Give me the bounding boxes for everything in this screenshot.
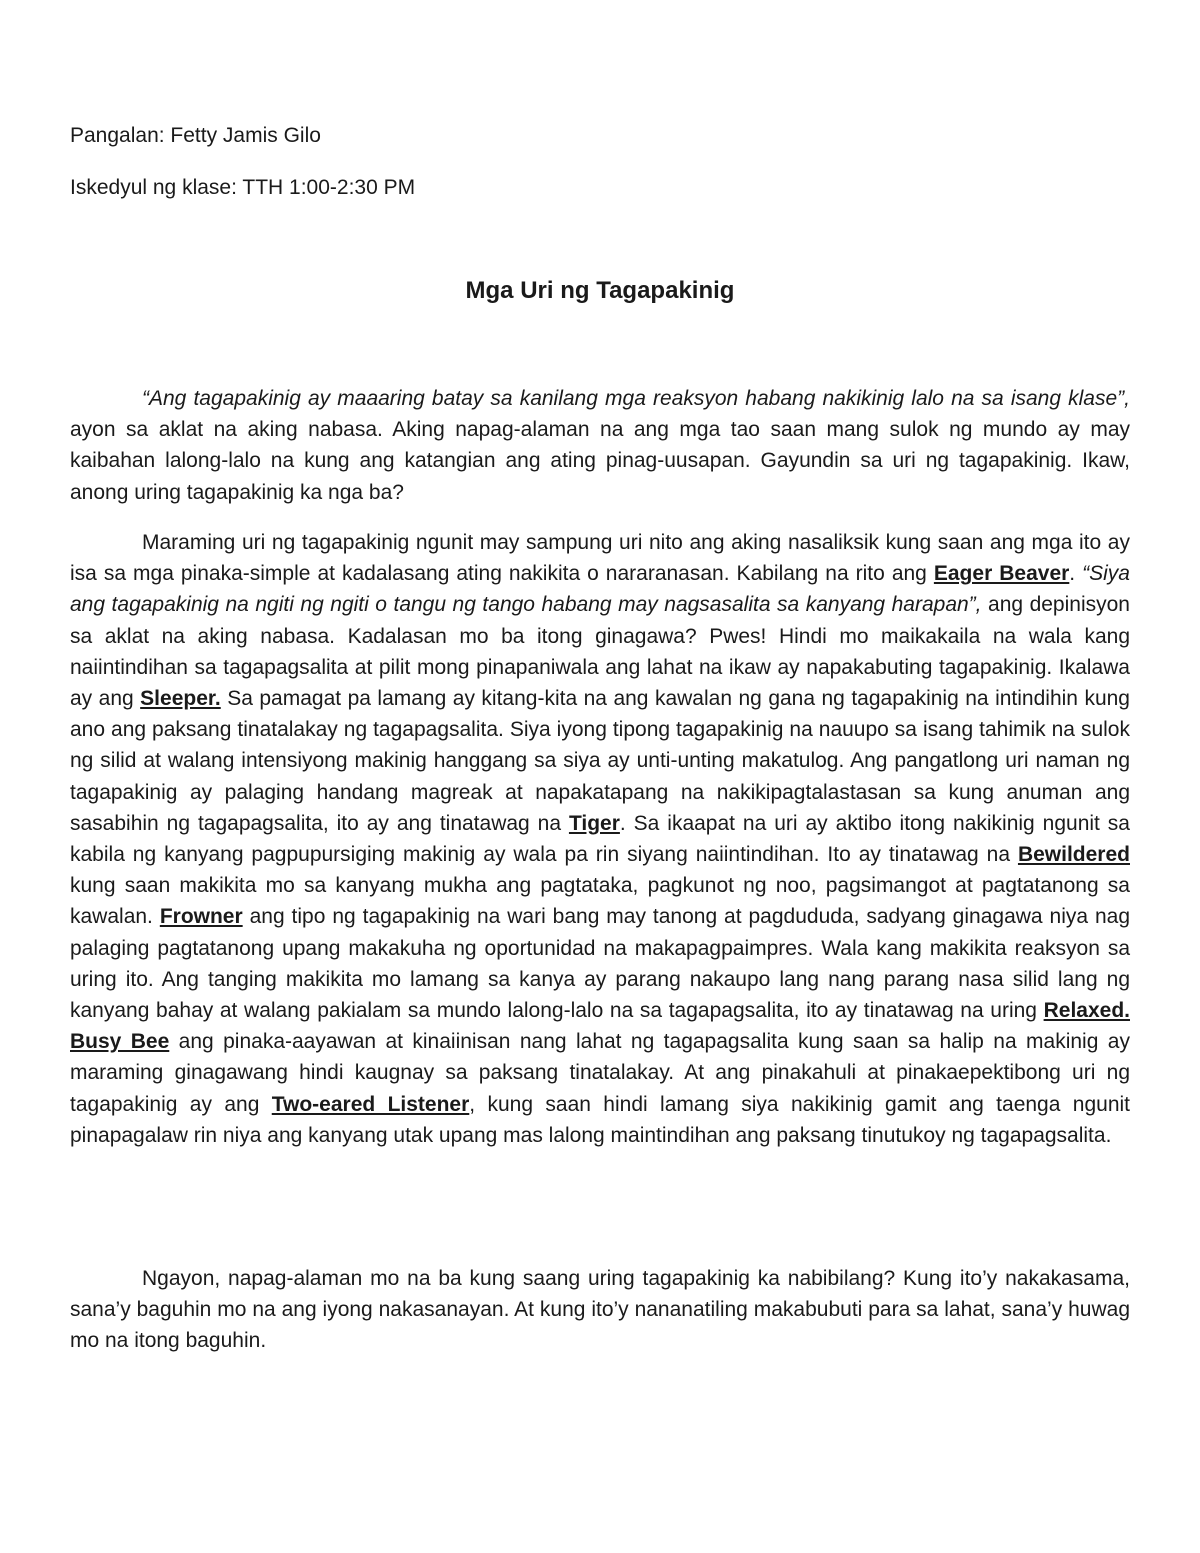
eager-beaver-quote: “Siya ang tagapakinig na ngiti ng ngiti o tangu ng tango habang may nagsasalita sa kanyang harapan”, [70, 562, 1130, 617]
types-text-7: ang tipo ng tagapakinig na wari bang may tanong at pagdududa, sadyang ginagawa niya nag palaging pagtatanong upang makakuha ng oportunidad na makapagpaimpres. Wala kang makikita reaksyon sa uring ito. Ang tanging makikita mo lamang sa kanya ay parang nakaupo lang nang parang nasa silid lang ng kanyang bahay at walang pakialam sa mundo lalong-lalo na sa tagapagsalita, ito ay tinatawag na uring [70, 905, 1131, 1023]
term-two-eared-listener: Two-eared Listener [271, 1092, 470, 1116]
types-text-6: kung saan makikita mo sa kanyang mukha ang pagtataka, pagkunot ng noo, pagsimangot at pagtatanong sa kawalan. [70, 874, 1130, 929]
types-text-5: . Sa ikaapat na uri ay aktibo itong nakikinig ngunit sa kabila ng kanyang pagpupursiging makinig ay wala pa rin siyang naiintindihan. Ito ay tinatawag na [70, 811, 1130, 867]
conclusion-text: Ngayon, napag-alaman mo na ba kung saang uring tagapakinig ka nabibilang? Kung ito’y nakakasama, sana’y baguhin mo na ang iyong nakasanayan. At kung ito’y nananatiling makabubuti para sa lahat, sana’y huwag mo na itong baguhin. [70, 1267, 1130, 1353]
paragraph-types [70, 527, 1130, 1151]
term-busy-bee: Busy Bee [70, 1030, 170, 1054]
term-tiger: Tiger [568, 811, 620, 835]
types-text-4: Sa pamagat pa lamang ay kitang-kita na ang kawalan ng gana ng tagapakinig na intindihin kung ano ang paksang tinatalakay ng tagapagsalita. Siya iyong tipong tagapakinig na nauupo sa isang tahimik na sulok ng silid at walang intensiyong makinig hanggang sa siya ay unti-unting makatulog. Ang pangatlong uri naman ng tagapakinig ay palaging handang magreak at napakatapang na nakikipagtalastasan sa kung anuman ang sasabihin ng tagapagsalita, ito ay ang tinatawag na [70, 687, 1130, 835]
intro-text: ayon sa aklat na aking nabasa. Aking napag-alaman na ang mga tao saan mang sulok ng mundo ay may kaibahan lalong-lalo na kung ang katangian ang ating pinag-uusapan. Gayundin sa uri ng tagapakinig. Ikaw, anong uring tagapakinig ka nga ba? [70, 418, 1130, 504]
types-text-9: ang pinaka-aayawan at kinaiinisan nang lahat ng tagapagsalita kung saan sa halip na makinig ay maraming ginagawang hindi kaugnay sa paksang tinatalakay. At ang pinakahuli at pinakaepektibong uri ng tagapakinig ay ang [70, 1030, 1130, 1116]
paragraph-conclusion [70, 1263, 1130, 1357]
document-title: Mga Uri ng Tagapakinig [465, 277, 735, 304]
student-name: Pangalan: Fetty Jamis Gilo [70, 124, 321, 147]
term-bewildered: Bewildered [1017, 843, 1130, 867]
term-relaxed: Relaxed. [1043, 999, 1130, 1023]
class-schedule: Iskedyul ng klase: TTH 1:00-2:30 PM [70, 176, 416, 199]
paragraph-intro [70, 383, 1130, 508]
term-frowner: Frowner [159, 905, 243, 929]
types-text-2: . [1069, 562, 1083, 586]
term-eager-beaver: Eager Beaver [933, 562, 1070, 586]
types-text-1: Maraming uri ng tagapakinig ngunit may sampung uri nito ang aking nasaliksik kung saan ang mga ito ay isa sa mga pinaka-simple at kadalasang ating nakikita o nararanasan. Kabilang na rito ang [70, 531, 1130, 586]
intro-quote: “Ang tagapakinig ay maaaring batay sa kanilang mga reaksyon habang nakikinig lalo na sa isang klase”, [142, 387, 1130, 410]
types-text-3: ang depinisyon sa aklat na aking nabasa. Kadalasan mo ba itong ginagawa? Pwes! Hindi mo maikakaila na wala kang naiintindihan sa tagapagsalita at pilit mong pinapaniwala ang lahat na ikaw ay napakabuting tagapakinig. Ikalawa ay ang [70, 593, 1130, 711]
term-sleeper: Sleeper. [140, 687, 221, 711]
types-text-10: , kung saan hindi lamang siya nakikinig gamit ang taenga ngunit pinapagalaw rin niya ang kanyang utak upang mas lalong maintindihan ang paksang tinutukoy ng tagapagsalita. [70, 1092, 1130, 1147]
